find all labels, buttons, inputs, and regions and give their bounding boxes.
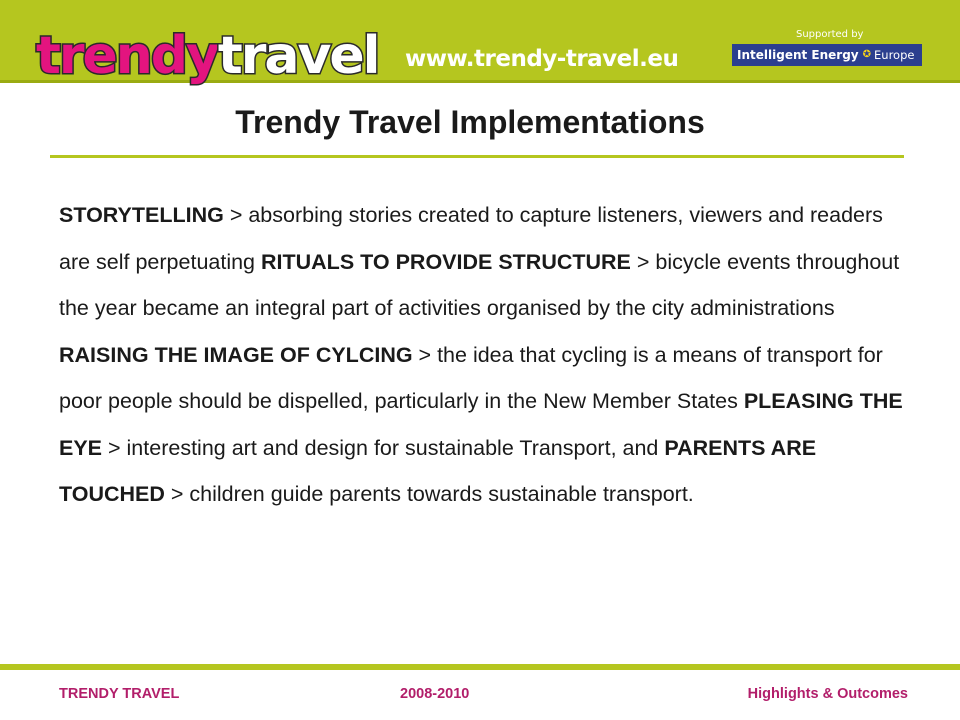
website-url[interactable]: www.trendy-travel.eu bbox=[405, 46, 679, 72]
eu-stars-icon: ✪ bbox=[862, 49, 872, 60]
paragraph-keyword: PLEASING THE EYE bbox=[59, 389, 903, 460]
slide-body-paragraph bbox=[59, 192, 909, 518]
sponsor-region: Europe bbox=[874, 48, 915, 62]
supported-by-label: Supported by bbox=[796, 29, 864, 40]
footer-left-label: TRENDY TRAVEL bbox=[59, 686, 180, 702]
trendy-travel-logo[interactable] bbox=[36, 26, 379, 86]
paragraph-text: > the idea that cycling is a means of transport for poor people should be dispelled, particularly in the New Member States bbox=[59, 342, 883, 413]
paragraph-text: > absorbing stories created to capture listeners, viewers and readers are self perpetuating bbox=[59, 203, 883, 274]
footer-right-label: Highlights & Outcomes bbox=[747, 686, 908, 702]
footer-date-range: 2008-2010 bbox=[400, 686, 470, 702]
paragraph-keyword: PARENTS ARE TOUCHED bbox=[59, 435, 817, 506]
slide-title: Trendy Travel Implementations bbox=[235, 104, 705, 140]
logo-text-travel: travel bbox=[217, 26, 379, 86]
footer-divider bbox=[0, 664, 960, 670]
title-underline bbox=[50, 155, 904, 158]
paragraph-text: > interesting art and design for sustainable Transport, and bbox=[102, 435, 665, 460]
logo-text-trendy: trendy bbox=[36, 26, 218, 86]
paragraph-keyword: RITUALS TO PROVIDE STRUCTURE bbox=[261, 249, 631, 274]
header-bar bbox=[0, 0, 960, 86]
paragraph-keyword: RAISING THE IMAGE OF CYLCING bbox=[59, 342, 413, 367]
sponsor-logo[interactable] bbox=[732, 44, 922, 66]
paragraph-text: > children guide parents towards sustainable transport. bbox=[164, 482, 694, 506]
paragraph-keyword: STORYTELLING bbox=[59, 203, 224, 227]
sponsor-name: Intelligent Energy bbox=[737, 48, 859, 62]
paragraph-text: > bicycle events throughout the year became an integral part of activities organised by the city administrations bbox=[59, 249, 900, 320]
